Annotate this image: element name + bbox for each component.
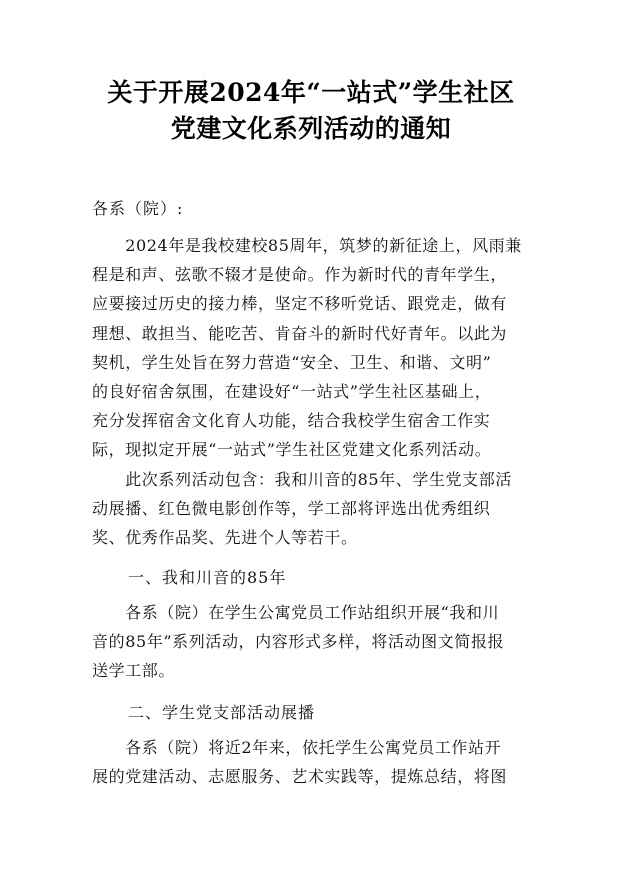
salutation: 各系（院）: xyxy=(92,199,184,218)
paragraph-line: 此次系列活动包含：我和川音的85年、学生党支部活 xyxy=(92,470,512,489)
paragraph-line: 各系（院）在学生公寓党员工作站组织开展“我和川 xyxy=(92,603,500,622)
document-title-line-2: 党建文化系列活动的通知 xyxy=(170,114,452,143)
document-title-line-1: 关于开展2024年“一站式”学生社区 xyxy=(107,78,515,107)
paragraph-line: 应要接过历史的接力棒，坚定不移听党话、跟党走，做有 xyxy=(92,294,508,314)
paragraph-line: 的良好宿舍氛围，在建设好“一站式”学生社区基础上， xyxy=(92,382,492,402)
paragraph-line: 送学工部。 xyxy=(92,661,176,681)
paragraph-activities xyxy=(92,465,532,553)
paragraph-line: 各系（院）将近2年来，依托学生公寓党员工作站开 xyxy=(92,738,502,757)
paragraph-line: 程是和声、弦歌不辍才是使命。作为新时代的青年学生， xyxy=(92,265,508,285)
paragraph-line: 音的85年”系列活动，内容形式多样，将活动图文简报报 xyxy=(92,632,505,652)
section-heading-2: 二、学生党支部活动展播 xyxy=(128,703,316,722)
paragraph-section-2 xyxy=(92,733,532,791)
paragraph-intro xyxy=(92,231,532,465)
paragraph-line: 契机，学生处旨在努力营造“安全、卫生、和谐、文明” xyxy=(92,352,492,372)
paragraph-line: 动展播、红色微电影创作等，学工部将评选出优秀组织 xyxy=(92,499,491,519)
paragraph-line: 充分发挥宿舍文化育人功能，结合我校学生宿舍工作实 xyxy=(92,411,491,431)
section-heading-1: 一、我和川音的85年 xyxy=(128,568,287,587)
paragraph-line: 际，现拟定开展“一站式”学生社区党建文化系列活动。 xyxy=(92,440,492,460)
paragraph-line: 理想、敢担当、能吃苦、肯奋斗的新时代好青年。以此为 xyxy=(92,323,508,343)
paragraph-section-1 xyxy=(92,598,532,686)
paragraph-line: 奖、优秀作品奖、先进个人等若干。 xyxy=(92,528,358,548)
paragraph-line: 展的党建活动、志愿服务、艺术实践等，提炼总结，将图 xyxy=(92,767,508,787)
paragraph-line: 2024年是我校建校85周年，筑梦的新征途上，风雨兼 xyxy=(92,236,522,255)
